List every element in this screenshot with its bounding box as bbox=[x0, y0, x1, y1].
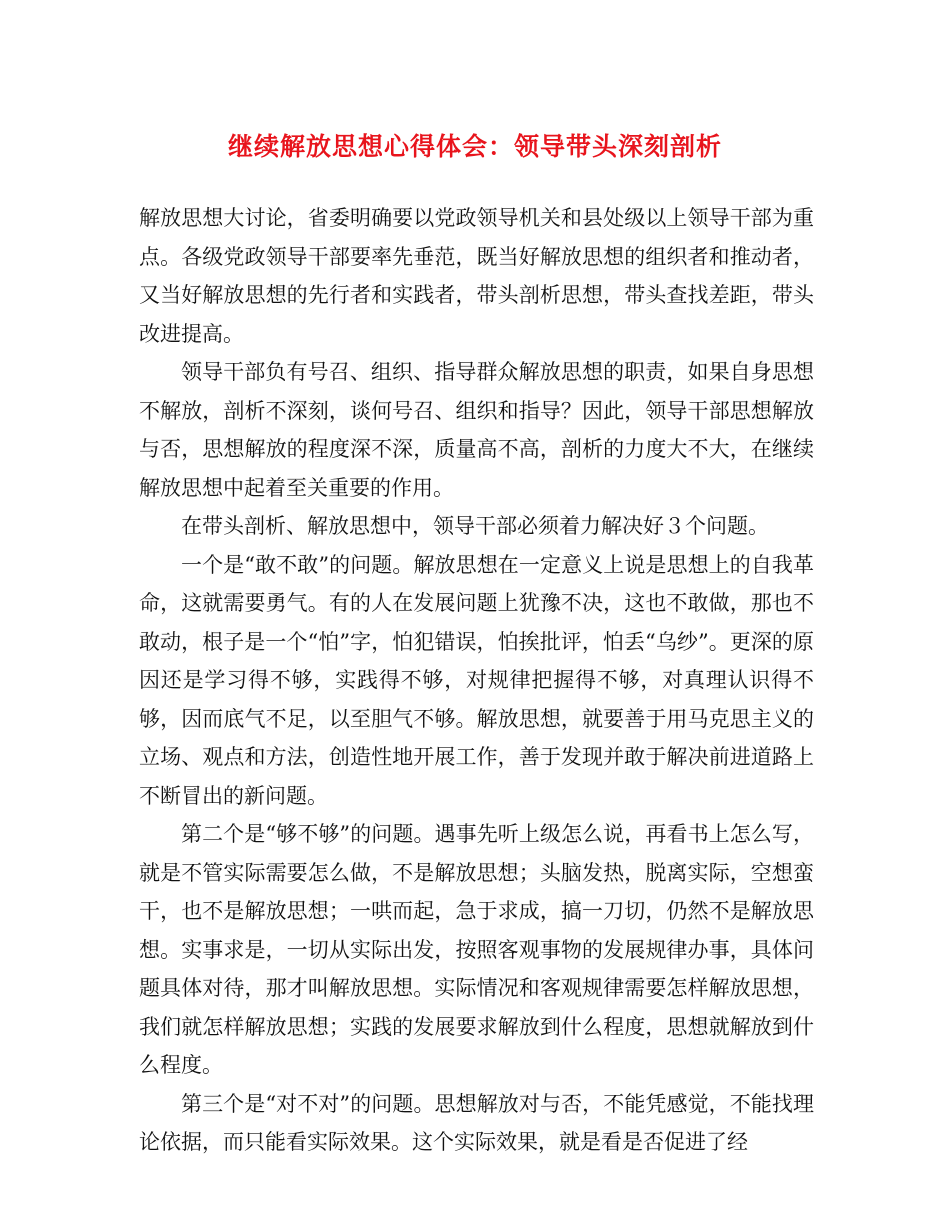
paragraph-responsibility: 领导干部负有号召、组织、指导群众解放思想的职责，如果自身思想不解放，剖析不深刻，谈何号召、组织和指导？因此，领导干部思想解放与否，思想解放的程度深不深，质量高不高，剖析的力度大不大，在继续解放思想中起着至关重要的作用。 bbox=[139, 360, 814, 500]
document-title: 继续解放思想心得体会：领导带头深刻剖析 bbox=[227, 132, 722, 161]
paragraph-question-three: 第三个是“对不对”的问题。思想解放对与否，不能凭感觉，不能找理论依据，而只能看实际效果。这个实际效果，就是看是否促进了经 bbox=[139, 1091, 814, 1154]
paragraph-question-one: 一个是“敢不敢”的问题。解放思想在一定意义上说是思想上的自我革命，这就需要勇气。有的人在发展问题上犹豫不决，这也不敢做，那也不敢动，根子是一个“怕”字，怕犯错误，怕挨批评，怕丢“乌纱”。更深的原因还是学习得不够，实践得不够，对规律把握得不够，对真理认识得不够，因而底气不足，以至胆气不够。解放思想，就要善于用马克思主义的立场、观点和方法，创造性地开展工作，善于发现并敢于解决前进道路上不断冒出的新问题。 bbox=[139, 552, 814, 808]
document-body bbox=[139, 199, 814, 1162]
paragraph-three-questions: 在带头剖析、解放思想中，领导干部必须着力解决好３个问题。 bbox=[181, 514, 769, 538]
paragraph-intro: 解放思想大讨论，省委明确要以党政领导机关和县处级以上领导干部为重点。各级党政领导干部要率先垂范，既当好解放思想的组织者和推动者，又当好解放思想的先行者和实践者，带头剖析思想，带头查找差距，带头改进提高。 bbox=[139, 206, 814, 346]
paragraph-question-two: 第二个是“够不够”的问题。遇事先听上级怎么说，再看书上怎么写，就是不管实际需要怎么做，不是解放思想；头脑发热，脱离实际，空想蛮干，也不是解放思想；一哄而起，急于求成，搞一刀切，仍然不是解放思想。实事求是，一切从实际出发，按照客观事物的发展规律办事，具体问题具体对待，那才叫解放思想。实际情况和客观规律需要怎样解放思想，我们就怎样解放思想；实践的发展要求解放到什么程度，思想就解放到什么程度。 bbox=[139, 822, 814, 1077]
